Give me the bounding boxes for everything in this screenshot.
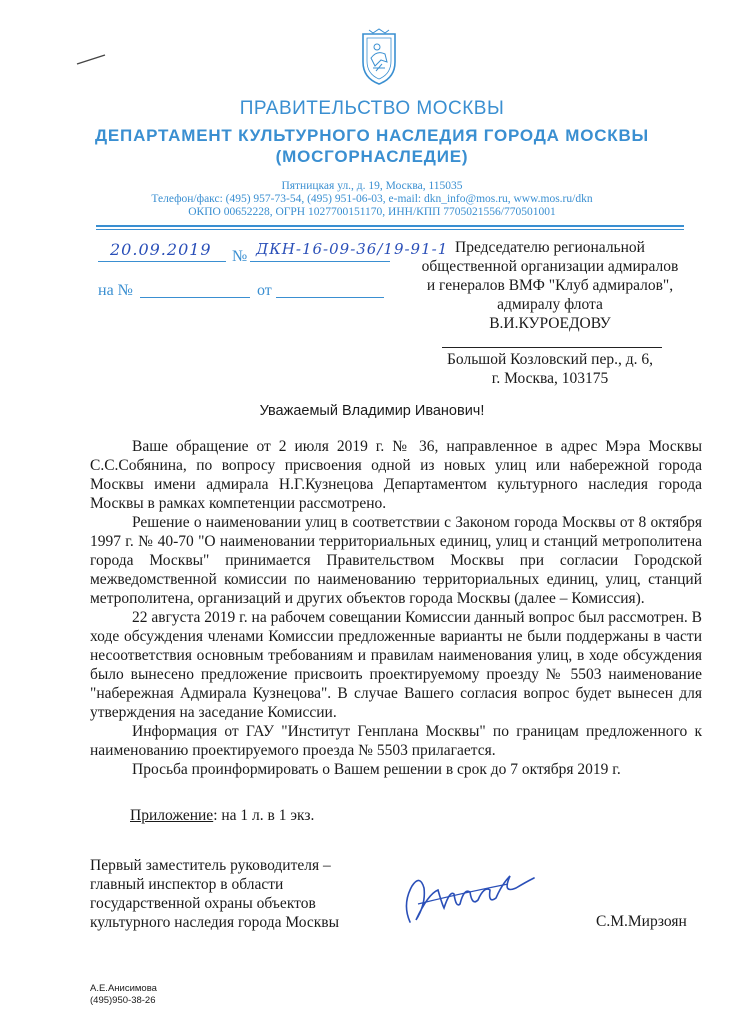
body-paragraph: Просьба проинформировать о Вашем решении в срок до 7 октября 2019 г. xyxy=(132,761,621,778)
executor-info xyxy=(90,983,157,1007)
greeting: Уважаемый Владимир Иванович! xyxy=(259,403,485,419)
body-paragraph: Ваше обращение от 2 июля 2019 г. № 36, направленное в адрес Мэра Москвы С.С.Собянина, по вопросу присвоения одной из новых улиц или набережной города Москвы имени адмирала Н.Г.Кузнецова Департаментом культурного наследия города Москвы в рамках компетенции рассмотрено. xyxy=(90,438,702,512)
addressee-address xyxy=(430,350,670,388)
executor-name: А.Е.Анисимова xyxy=(90,983,157,994)
addressee-divider xyxy=(442,347,662,348)
moscow-coat-of-arms-icon xyxy=(357,28,401,86)
signer-title-line: главный инспектор в области xyxy=(90,876,284,893)
handwritten-signature xyxy=(398,864,548,930)
department-phone: Телефон/факс: (495) 957-73-54, (495) 951-06-03, e-mail: dkn_info@mos.ru, www.mos.ru/dkn xyxy=(151,193,593,205)
department-title xyxy=(0,125,744,167)
addressee-block xyxy=(410,238,690,333)
reply-to-line xyxy=(140,297,250,298)
reply-to-label: на № xyxy=(98,282,133,299)
signer-title-line: культурного наследия города Москвы xyxy=(90,914,340,931)
body-paragraph: Решение о наименовании улиц в соответствии с Законом города Москвы от 8 октября 1997 г. № 40-70 "О наименовании территориальных единиц, улиц и станций метрополитена города Москвы" принимается Правительством Москвы при согласии Городской межведомственной комиссии по наименованию территориальных единиц, улиц, станций метрополитена, организаций и других объектов города Москвы (далее – Комиссия). xyxy=(90,514,702,607)
header-rule-thin xyxy=(96,229,684,230)
executor-phone: (495)950-38-26 xyxy=(90,995,156,1006)
body-paragraph: 22 августа 2019 г. на рабочем совещании Комиссии данный вопрос был рассмотрен. В ходе обсуждения членами Комиссии предложенные варианты не были поддержаны в части несоответствия основным требованиям и правилам наименования улиц, в ходе обсуждения было вынесено предложение присвоить проектируемому проезду № 5503 наименование "набережная Адмирала Кузнецова". В случае Вашего согласия вопрос будет вынесен для утверждения на заседание Комиссии. xyxy=(90,609,702,721)
attachment-note xyxy=(130,807,314,825)
address-line: г. Москва, 103175 xyxy=(491,370,609,387)
addressee-name: В.И.КУРОЕДОВУ xyxy=(489,315,611,332)
handwritten-date: 20.09.2019 xyxy=(110,240,212,259)
department-codes: ОКПО 00652228, ОГРН 1027700151170, ИНН/КПП 7705021556/770501001 xyxy=(188,206,556,218)
attachment-text: : на 1 л. в 1 экз. xyxy=(213,807,315,824)
body-paragraph: Информация от ГАУ "Институт Генплана Москвы" по границам предложенного к наименованию проектируемого проезда № 5503 прилагается. xyxy=(90,723,702,759)
from-label: от xyxy=(257,282,272,299)
signer-title-line: Первый заместитель руководителя – xyxy=(90,857,331,874)
number-sign: № xyxy=(232,248,248,265)
addressee-line: общественной организации адмиралов xyxy=(421,258,679,275)
address-line: Большой Козловский пер., д. 6, xyxy=(447,351,653,368)
date-line xyxy=(98,261,226,262)
government-title: ПРАВИТЕЛЬСТВО МОСКВЫ xyxy=(239,98,505,119)
addressee-line: адмиралу флота xyxy=(497,296,603,313)
department-address: Пятницкая ул., д. 19, Москва, 115035 xyxy=(281,180,463,192)
addressee-line: Председателю региональной xyxy=(455,239,645,256)
signer-title xyxy=(90,856,390,932)
number-line xyxy=(250,261,390,262)
pen-mark xyxy=(76,52,106,66)
department-short-name: (МОСГОРНАСЛЕДИЕ) xyxy=(275,147,469,166)
department-name: ДЕПАРТАМЕНТ КУЛЬТУРНОГО НАСЛЕДИЯ ГОРОДА МОСКВЫ xyxy=(95,126,649,145)
signer-name: С.М.Мирзоян xyxy=(596,913,687,930)
department-contacts xyxy=(0,180,744,219)
header-rule xyxy=(96,225,684,227)
addressee-line: и генералов ВМФ "Клуб адмиралов", xyxy=(426,277,674,294)
attachment-label: Приложение xyxy=(130,807,214,824)
from-line xyxy=(276,297,384,298)
letter-body xyxy=(90,437,702,779)
handwritten-number: ДКН-16-09-36/19-91-1 xyxy=(256,240,449,258)
signer-title-line: государственной охраны объектов xyxy=(90,895,316,912)
